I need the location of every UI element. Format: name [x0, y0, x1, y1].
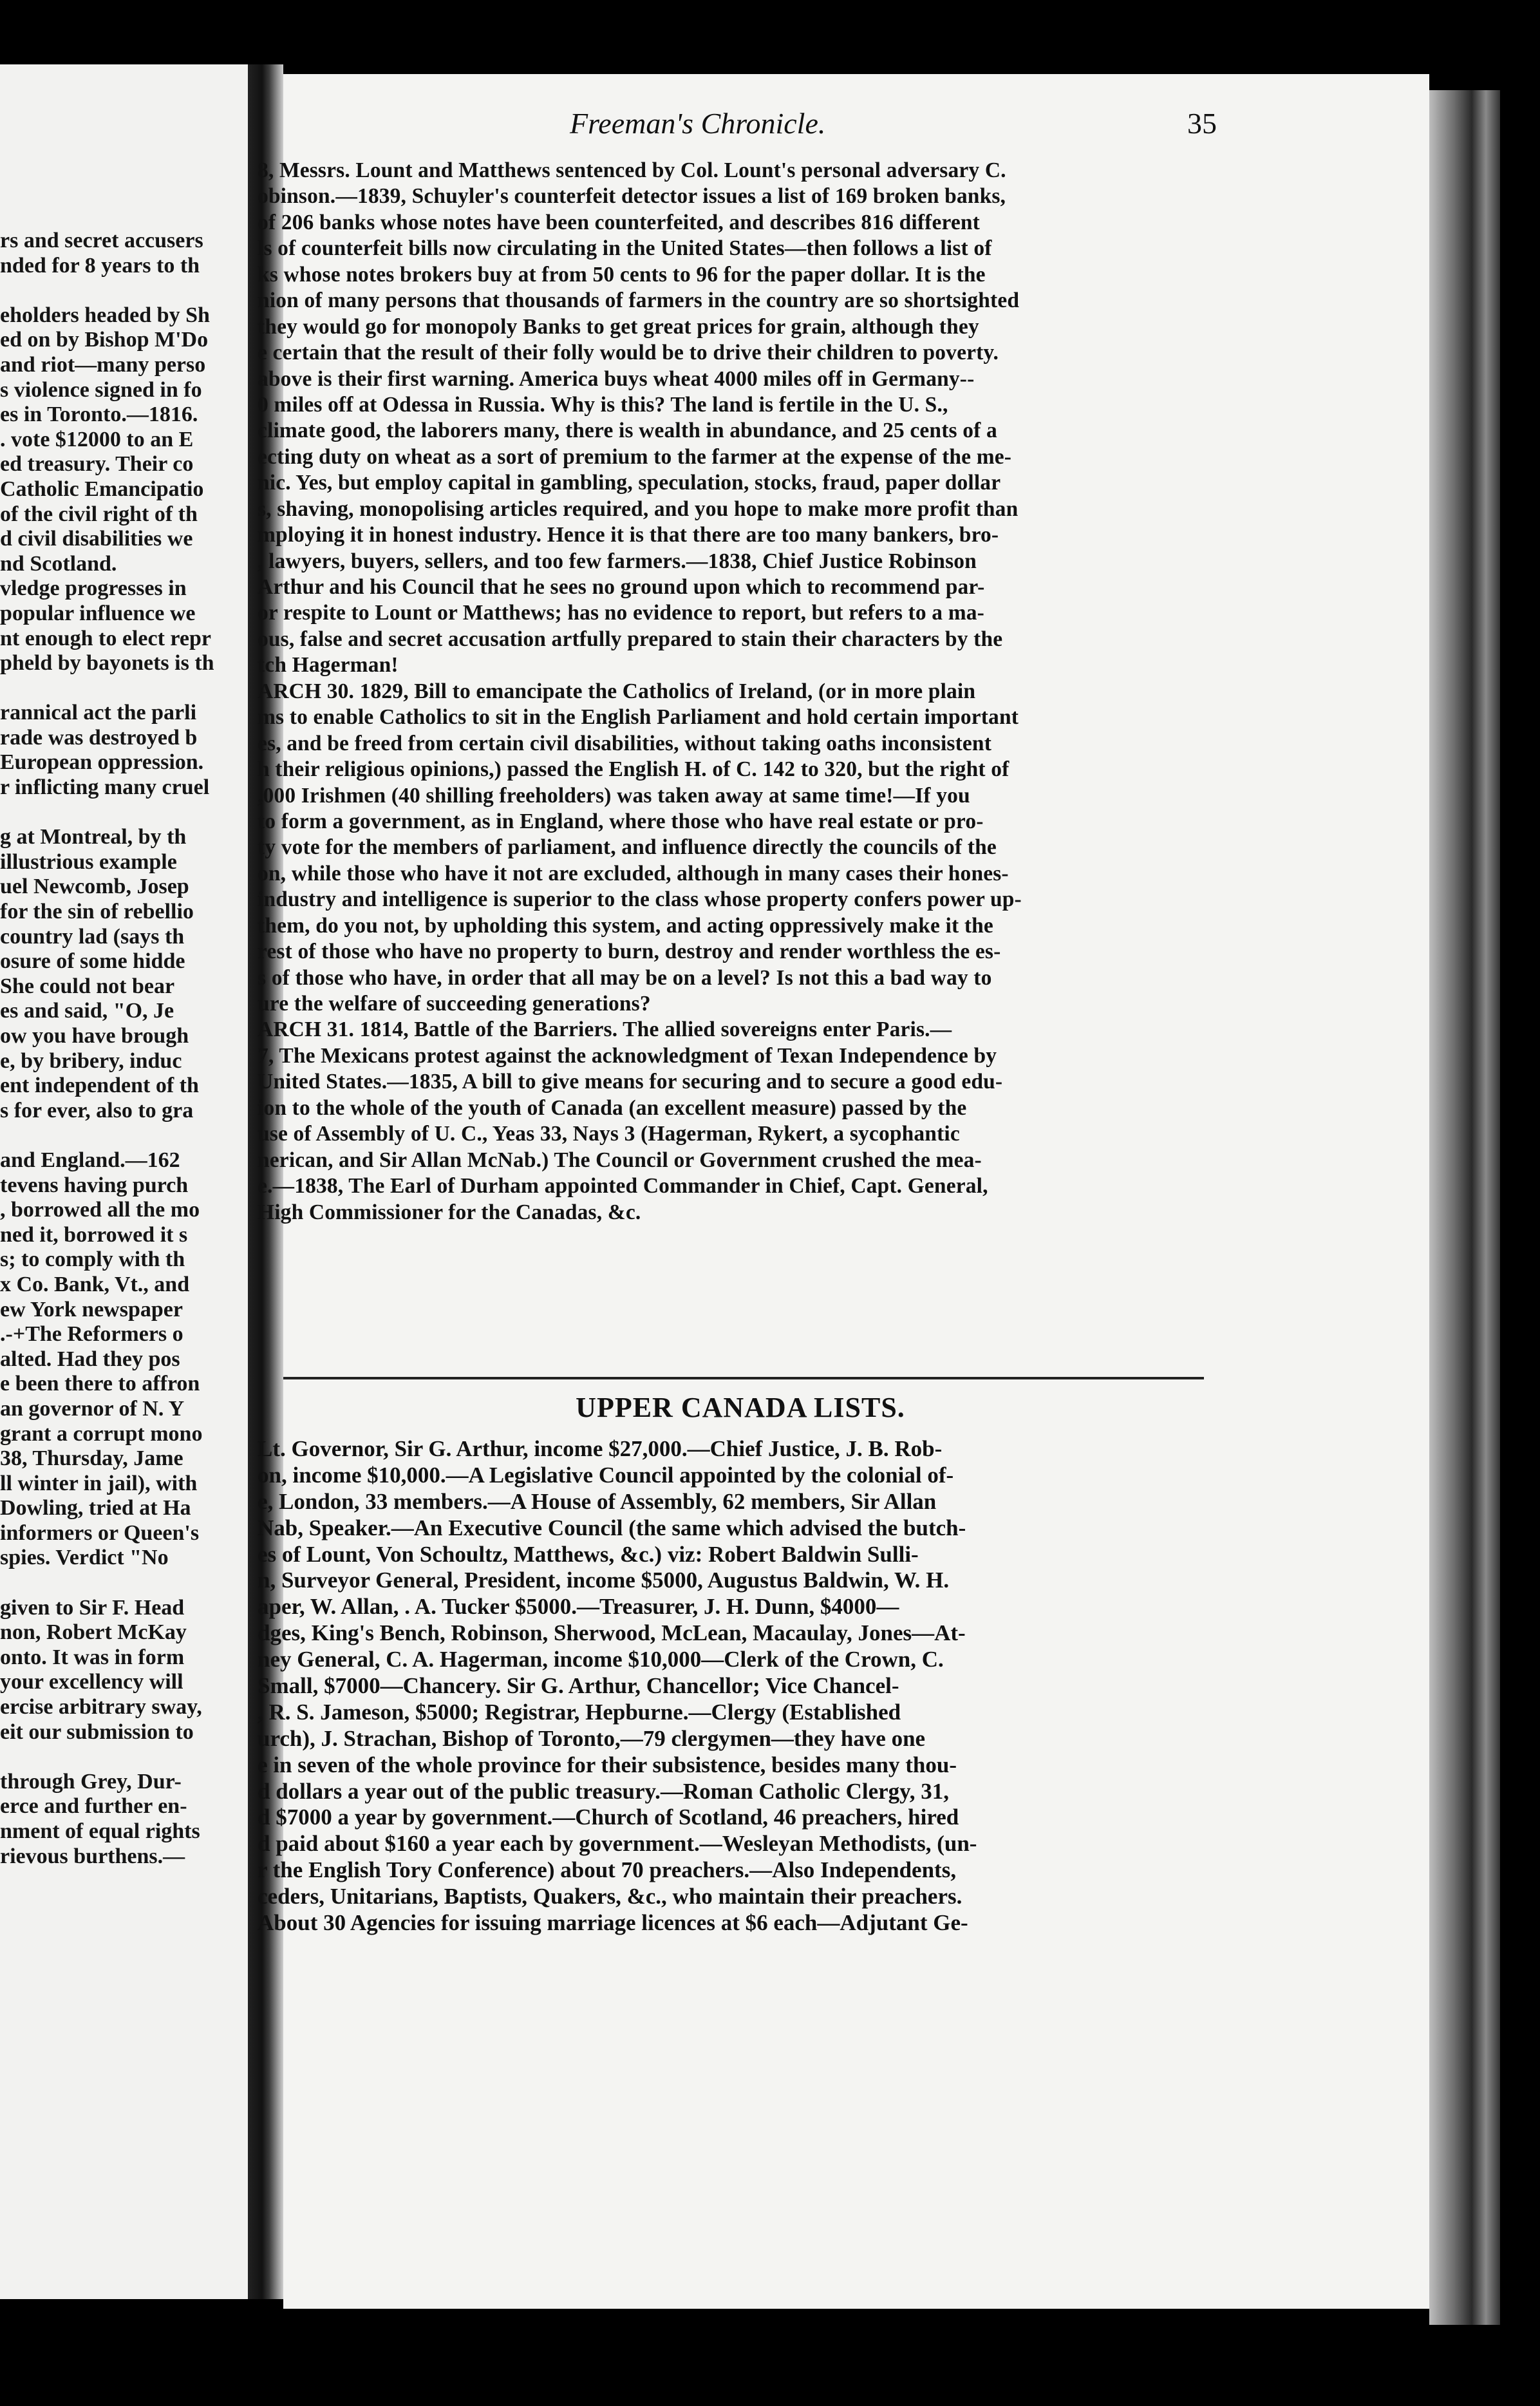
previous-page-line	[0, 676, 258, 701]
text-line: ls of counterfeit bills now circulating in the United States—then follows a list of	[258, 236, 992, 261]
previous-page-line: an governor of N. Y	[0, 1396, 185, 1421]
previous-page-line: e been there to affron	[0, 1372, 200, 1396]
previous-page-line: s violence signed in fo	[0, 377, 202, 402]
page-edge-shadow	[1429, 90, 1500, 2325]
section-title: UPPER CANADA LISTS.	[576, 1392, 905, 1423]
previous-page-fragment	[0, 64, 258, 2299]
previous-page-line: your excellency will	[0, 1670, 183, 1694]
text-line: they would go for monopoly Banks to get great prices for grain, although they	[258, 314, 979, 339]
previous-page-line: rs and secret accusers	[0, 229, 203, 252]
previous-page-line: ed on by Bishop M'Do	[0, 328, 209, 352]
previous-page-line	[0, 1571, 258, 1596]
text-line: to form a government, as in England, where those who have real estate or pro-	[258, 809, 984, 833]
previous-page-line: tevens having purch	[0, 1173, 189, 1197]
previous-page-line: nded for 8 years to th	[0, 253, 200, 278]
text-line: ARCH 31. 1814, Battle of the Barriers. The allied sovereigns enter Paris.—	[258, 1018, 952, 1042]
text-line: ous, false and secret accusation artfully prepared to stain their characters by the	[258, 627, 1003, 651]
text-line: above is their first warning. America buys wheat 4000 miles off in Germany--	[258, 366, 975, 391]
list-text-line: Nab, Speaker.—An Executive Council (the same which advised the butch-	[258, 1515, 966, 1540]
previous-page-line: rade was destroyed b	[0, 725, 198, 750]
previous-page-line: country lad (says th	[0, 924, 185, 949]
previous-page-line: erce and further en-	[0, 1794, 187, 1819]
list-text-line: Lt. Governor, Sir G. Arthur, income $27,000.—Chief Justice, J. B. Rob-	[258, 1436, 943, 1461]
list-text-line: d paid about $160 a year each by government.—Wesleyan Methodists, (un-	[258, 1831, 977, 1857]
page-number: 35	[1187, 107, 1217, 140]
text-line: nic. Yes, but employ capital in gambling, speculation, stocks, fraud, paper dollar	[258, 471, 1001, 495]
text-line: rest of those who have no property to burn, destroy and render worthless the es-	[258, 940, 1001, 964]
list-text-line: ceders, Unitarians, Baptists, Quakers, &c., who maintain their preachers.	[258, 1884, 962, 1909]
previous-page-line: , borrowed all the mo	[0, 1198, 200, 1222]
text-line: ARCH 30. 1829, Bill to emancipate the Catholics of Ireland, (or in more plain	[258, 679, 976, 703]
previous-page-line: ercise arbitrary sway,	[0, 1695, 202, 1719]
previous-page-line: informers or Queen's	[0, 1520, 200, 1545]
previous-page-line: osure of some hidde	[0, 949, 185, 974]
text-line: them, do you not, by upholding this system, and acting oppressively make it the	[258, 913, 993, 938]
previous-page-line: s; to comply with th	[0, 1247, 185, 1272]
text-line: Arthur and his Council that he sees no ground upon which to recommend par-	[258, 575, 985, 599]
previous-page-line: es and said, "O, Je	[0, 999, 174, 1023]
previous-page-line: .-+The Reformers o	[0, 1322, 183, 1347]
running-title: Freeman's Chronicle.	[570, 107, 826, 140]
text-line: climate good, the laborers many, there is wealth in abundance, and 25 cents of a	[258, 419, 997, 443]
previous-page-line: European oppression.	[0, 750, 204, 775]
previous-page-line: nd Scotland.	[0, 551, 117, 576]
previous-page-line: . vote $12000 to an E	[0, 427, 194, 451]
previous-page-line: es in Toronto.—1816.	[0, 403, 198, 427]
previous-page-line: for the sin of rebellio	[0, 900, 194, 924]
text-line: s, shaving, monopolising articles required, and you hope to make more profit than	[258, 497, 1019, 521]
list-text-line: es of Lount, Von Schoultz, Matthews, &c.) viz: Robert Baldwin Sulli-	[258, 1541, 919, 1567]
list-text-line: dges, King's Bench, Robinson, Sherwood, McLean, Macaulay, Jones—At-	[258, 1620, 966, 1646]
previous-page-line: and England.—162	[0, 1148, 180, 1172]
previous-page-line	[0, 800, 258, 826]
previous-page-line: onto. It was in form	[0, 1645, 185, 1669]
previous-page-line: nt enough to elect repr	[0, 626, 211, 650]
previous-page-line: pheld by bayonets is th	[0, 651, 214, 676]
previous-page-line: alted. Had they pos	[0, 1347, 180, 1371]
list-text-line: n, Surveyor General, President, income $5000, Augustus Baldwin, W. H.	[258, 1568, 950, 1593]
previous-page-line: spies. Verdict "No	[0, 1546, 169, 1570]
list-text-line: ney General, C. A. Hagerman, income $10,000—Clerk of the Crown, C.	[258, 1647, 944, 1672]
previous-page-line: 38, Thursday, Jame	[0, 1446, 183, 1471]
text-line: , lawyers, buyers, sellers, and too few farmers.—1838, Chief Justice Robinson	[258, 549, 977, 573]
previous-page-line: rannical act the parli	[0, 701, 197, 725]
previous-page-line: eit our submission to	[0, 1719, 194, 1744]
list-text-line: urch), J. Strachan, Bishop of Toronto,—79 clergymen—they have one	[258, 1725, 926, 1751]
previous-page-line: grant a corrupt mono	[0, 1421, 203, 1446]
text-line: mploying it in honest industry. Hence it is that there are too many bankers, bro-	[258, 523, 999, 547]
text-line: tch Hagerman!	[258, 653, 399, 677]
previous-page-line: Catholic Emancipatio	[0, 477, 204, 501]
previous-page-line: g at Montreal, by th	[0, 825, 187, 849]
text-line: ks whose notes brokers buy at from 50 cents to 96 for the paper dollar. It is the	[258, 262, 986, 287]
previous-page-line: ow you have brough	[0, 1024, 189, 1048]
list-text-line: aper, W. Allan, . A. Tucker $5000.—Treasurer, J. H. Dunn, $4000—	[258, 1594, 899, 1620]
list-text-line: r the English Tory Conference) about 70 preachers.—Also Independents,	[258, 1857, 957, 1883]
text-line: nion of many persons that thousands of farmers in the country are so shortsighted	[258, 289, 1020, 313]
text-line: ty vote for the members of parliament, and influence directly the councils of the	[258, 835, 997, 860]
text-line: ecting duty on wheat as a sort of premium to the farmer at the expense of the me-	[258, 444, 1012, 469]
previous-page-line: ned it, borrowed it s	[0, 1222, 188, 1247]
text-line: or respite to Lount or Matthews; has no evidence to report, but refers to a ma-	[258, 601, 984, 625]
previous-page-line: e, by bribery, induc	[0, 1048, 182, 1073]
list-text-line: e, London, 33 members.—A House of Assembly, 62 members, Sir Allan	[258, 1488, 937, 1514]
previous-page-line: ed treasury. Their co	[0, 452, 194, 477]
upper-canada-lists-text	[258, 1436, 1223, 1937]
text-line: 7, The Mexicans protest against the acknowledgment of Texan Independence by	[258, 1043, 997, 1068]
text-line: 0 miles off at Odessa in Russia. Why is this? The land is fertile in the U. S.,	[258, 392, 948, 417]
previous-page-line	[0, 278, 258, 303]
previous-page-line: illustrious example	[0, 849, 177, 874]
text-line: ure the welfare of succeeding generations?	[258, 992, 651, 1016]
text-line: h their religious opinions,) passed the English H. of C. 142 to 320, but the right of	[258, 757, 1009, 782]
text-line: e.—1838, The Earl of Durham appointed Commander in Chief, Capt. General,	[258, 1174, 988, 1198]
previous-page-line: popular influence we	[0, 601, 196, 625]
text-line: use of Assembly of U. C., Yeas 33, Nays 3 (Hagerman, Rykert, a sycophantic	[258, 1122, 960, 1146]
previous-page-line: eholders headed by Sh	[0, 303, 210, 327]
previous-page-text	[0, 229, 258, 1869]
chronicle-body-text	[258, 158, 1223, 1226]
list-text-line: d $7000 a year by government.—Church of Scotland, 46 preachers, hired	[258, 1804, 959, 1830]
previous-page-line: through Grey, Dur-	[0, 1769, 182, 1794]
text-line: High Commissioner for the Canadas, &c.	[258, 1200, 641, 1224]
text-line: e certain that the result of their folly would be to drive their children to poverty.	[258, 341, 999, 365]
list-text-line: About 30 Agencies for issuing marriage licences at $6 each—Adjutant Ge-	[258, 1910, 968, 1936]
previous-page-line: She could not bear	[0, 974, 175, 998]
list-text-line: d dollars a year out of the public treasury.—Roman Catholic Clergy, 31,	[258, 1778, 949, 1804]
previous-page-line: r inflicting many cruel	[0, 775, 210, 800]
previous-page-line: ent independent of th	[0, 1074, 199, 1098]
list-text-line: on, income $10,000.—A Legislative Council appointed by the colonial of-	[258, 1462, 954, 1488]
previous-page-line: s for ever, also to gra	[0, 1098, 194, 1122]
previous-page-line: of the civil right of th	[0, 502, 198, 526]
page-header	[283, 106, 1217, 145]
text-line: of 206 banks whose notes have been counterfeited, and describes 816 different	[258, 210, 980, 234]
text-line: s of those who have, in order that all may be on a level? Is not this a bad way to	[258, 965, 992, 990]
previous-page-line: and riot—many perso	[0, 352, 206, 377]
previous-page-line: uel Newcomb, Josep	[0, 875, 189, 899]
previous-page-line: Dowling, tried at Ha	[0, 1496, 191, 1520]
list-text-line: Small, $7000—Chancery. Sir G. Arthur, Chancellor; Vice Chancel-	[258, 1673, 899, 1699]
previous-page-line: given to Sir F. Head	[0, 1595, 185, 1620]
text-line: ms to enable Catholics to sit in the English Parliament and hold certain important	[258, 705, 1019, 730]
text-line: industry and intelligence is superior to the class whose property confers power up-	[258, 887, 1022, 912]
previous-page-line: non, Robert McKay	[0, 1620, 187, 1645]
previous-page-line: d civil disabilities we	[0, 527, 193, 551]
previous-page-line: ll winter in jail), with	[0, 1471, 198, 1495]
text-line: on, while those who have it not are excluded, although in many cases their hones-	[258, 861, 1009, 886]
text-line: United States.—1835, A bill to give means for securing and to secure a good edu-	[258, 1070, 1003, 1094]
previous-page-line: ew York newspaper	[0, 1297, 183, 1321]
previous-page-line: vledge progresses in	[0, 576, 187, 601]
text-line: es, and be freed from certain civil disabilities, without taking oaths inconsistent	[258, 731, 991, 755]
previous-page-line: nment of equal rights	[0, 1819, 200, 1843]
text-line: ,000 Irishmen (40 shilling freeholders) was taken away at same time!—If you	[258, 783, 970, 808]
text-line: 8, Messrs. Lount and Matthews sentenced by Col. Lount's personal adversary C.	[258, 158, 1006, 182]
previous-page-line: x Co. Bank, Vt., and	[0, 1272, 190, 1296]
previous-page-line	[0, 1745, 258, 1770]
list-text-line: e in seven of the whole province for their subsistence, besides many thou-	[258, 1752, 957, 1777]
list-text-line: , R. S. Jameson, $5000; Registrar, Hepburne.—Clergy (Established	[258, 1699, 901, 1725]
previous-page-line: rievous burthens.—	[0, 1844, 185, 1868]
text-line: obinson.—1839, Schuyler's counterfeit detector issues a list of 169 broken banks,	[258, 184, 1006, 209]
section-divider	[283, 1377, 1204, 1379]
previous-page-line	[0, 1123, 258, 1148]
text-line: nerican, and Sir Allan McNab.) The Council or Government crushed the mea-	[258, 1148, 982, 1172]
text-line: ion to the whole of the youth of Canada (an excellent measure) passed by the	[258, 1095, 967, 1120]
